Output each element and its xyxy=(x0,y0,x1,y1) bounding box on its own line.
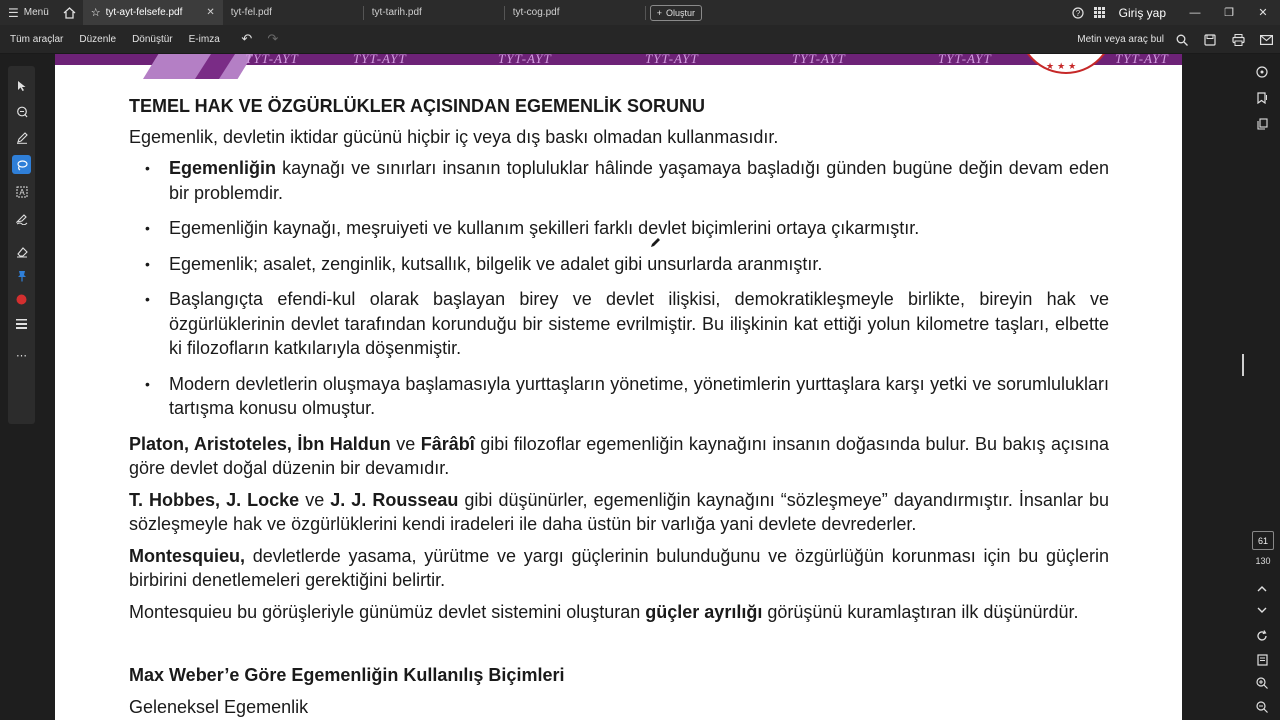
print-button[interactable] xyxy=(1224,25,1252,54)
rotate-button[interactable] xyxy=(1252,626,1272,646)
bold-term: J. J. Rousseau xyxy=(330,489,459,510)
esign-button[interactable]: E-imza xyxy=(188,33,220,45)
bold-term: Egemenliğin xyxy=(169,158,277,178)
comments-panel-button[interactable] xyxy=(1252,62,1272,82)
watermark-text: TYT-AYT xyxy=(938,54,992,66)
next-page-button[interactable] xyxy=(1252,600,1272,620)
bold-term: güçler ayrılığı xyxy=(645,601,763,622)
bold-term: Fârâbî xyxy=(420,433,475,454)
intro-paragraph: Egemenlik, devletin iktidar gücünü hiçbir iç veya dış baskı olmadan kullanmasıdır. xyxy=(129,126,779,147)
subsection-heading: Max Weber’e Göre Egemenliğin Kullanılış Biçimleri xyxy=(129,665,565,685)
document-page-icon xyxy=(1257,654,1268,666)
text-run: gibi düşünürler, egemenliğin kaynağını “sözleşmeye” dayandırmıştır. İnsanlar bu sözleşmeyle hak ve özgürlüklerini kendi iradeleri ile daha üstün bir varlığa yani devlete devrederler. xyxy=(129,489,1109,534)
lasso-draw-tool[interactable] xyxy=(12,155,31,174)
minimize-button[interactable] xyxy=(1178,0,1212,25)
home-icon xyxy=(63,7,76,19)
text-run: Montesquieu bu görüşleriyle günümüz devlet sistemini oluşturan xyxy=(129,601,646,622)
zoom-in-icon xyxy=(1256,677,1268,689)
list-item-text: Başlangıçta efendi-kul olarak başlayan birey ve devlet ilişkisi, demokratikleşmeyle birlikte, bireyin hak ve özgürlüklerinin devlet tarafından korunduğu bir sisteme evrilmiştir. Bu ilişkinin kat ettiği yolun kilometre taşları, elbette ki filozofların katkılarıyla döşenmiştir. xyxy=(169,289,1109,358)
redo-icon[interactable]: ↷ xyxy=(267,31,279,46)
find-text-label[interactable]: Metin veya araç bul xyxy=(1077,34,1164,45)
menu-label: Menü xyxy=(23,7,49,18)
paragraph-philosophers xyxy=(129,432,1109,481)
email-button[interactable] xyxy=(1252,25,1280,54)
eraser-icon xyxy=(16,246,28,258)
paragraph-contract-theorists xyxy=(129,488,1109,537)
undo-icon[interactable]: ↶ xyxy=(241,31,253,46)
zoom-out-button[interactable] xyxy=(1252,697,1272,717)
close-icon[interactable]: ✕ xyxy=(206,7,215,18)
list-item xyxy=(129,252,1109,277)
page-number-input[interactable]: 61 xyxy=(1252,531,1274,550)
sign-in-button[interactable]: Giriş yap xyxy=(1118,5,1166,20)
comment-tool[interactable] xyxy=(12,102,31,121)
pages-icon xyxy=(1257,118,1268,130)
page-content xyxy=(129,94,1109,720)
watermark-text: TYT-AYT xyxy=(645,54,699,66)
svg-text:?: ? xyxy=(1075,8,1080,18)
text-run: görüşünü kuramlaştıran ilk düşünürdür. xyxy=(762,601,1079,622)
save-icon xyxy=(1204,34,1216,46)
more-horizontal-icon: ⋯ xyxy=(16,350,27,362)
tab-divider xyxy=(645,6,646,20)
pin-tool[interactable] xyxy=(12,266,31,285)
refresh-rotate-icon xyxy=(1256,630,1268,642)
star-icon[interactable]: ☆ xyxy=(90,7,101,19)
list-item-text: Egemenliğin kaynağı, meşruiyeti ve kullanım şekilleri farklı devlet biçimlerini ortaya çıkarmıştır. xyxy=(169,218,920,238)
bookmark-icon xyxy=(1257,92,1268,104)
scrollbar-thumb[interactable] xyxy=(1242,354,1244,376)
pdf-page xyxy=(55,54,1182,720)
fill-sign-tool[interactable] xyxy=(12,209,31,228)
watermark-text: TYT-AYT xyxy=(792,54,846,66)
pushpin-icon xyxy=(17,270,27,282)
select-tool[interactable] xyxy=(12,76,31,95)
mail-icon xyxy=(1260,35,1273,45)
seal-stars-icon: ★★★ xyxy=(1046,61,1080,71)
list-item-text: kaynağı ve sınırları insanın topluluklar hâlinde yaşamaya başladığı günden bugüne değin devam eden bir problemdir. xyxy=(169,158,1109,203)
text-box-icon xyxy=(16,186,28,198)
list-item xyxy=(129,216,1109,241)
restore-button[interactable] xyxy=(1212,0,1246,25)
red-color-swatch-icon xyxy=(16,294,27,305)
list-item-text: Modern devletlerin oluşmaya başlamasıyla yurttaşların yönetime, yönetimlerin yurttaşlara karşı yetki ve sorumlulukları tartışma konusu olmuştur. xyxy=(169,373,1109,418)
tab-tyt-fel[interactable] xyxy=(223,0,363,25)
tabbar-right xyxy=(1067,0,1280,25)
apps-button[interactable] xyxy=(1089,0,1111,25)
bold-term: Platon, Aristoteles, İbn Haldun xyxy=(129,433,391,454)
toolbar-right xyxy=(1077,25,1280,54)
next-line-text: Geleneksel Egemenlik xyxy=(129,696,309,717)
edit-button[interactable]: Düzenle xyxy=(79,33,117,45)
text-run: gibi filozoflar egemenliğin kaynağını insanın doğasında bulur. Bu bakış açısına göre devlet doğal düzenin bir devamıdır. xyxy=(129,433,1110,478)
previous-page-button[interactable] xyxy=(1252,578,1272,598)
tab-label: tyt-ayt-felsefe.pdf xyxy=(105,7,183,18)
plus-icon: + xyxy=(656,7,663,18)
watermark-text: TYT-AYT xyxy=(245,54,299,66)
menu-button[interactable] xyxy=(0,0,57,25)
tab-tyt-tarih[interactable] xyxy=(364,0,504,25)
bold-term: T. Hobbes, J. Locke xyxy=(129,489,300,510)
tab-label: tyt-fel.pdf xyxy=(230,7,272,18)
bookmarks-button[interactable] xyxy=(1252,88,1272,108)
printer-icon xyxy=(1232,34,1245,46)
chevron-down-icon xyxy=(1257,607,1267,614)
help-button[interactable] xyxy=(1067,0,1089,25)
list-item-text: Egemenlik; asalet, zenginlik, kutsallık, bilgelik ve adalet gibi unsurlarda aranmıştır. xyxy=(169,253,823,274)
minimize-icon: — xyxy=(1189,6,1201,19)
svg-text:A: A xyxy=(18,187,25,197)
search-icon xyxy=(1176,34,1188,46)
pen-icon xyxy=(16,132,28,144)
text-run: devletlerde yasama, yürütme ve yargı güçlerinin bulunduğunu ve özgürlüğün korunması için bu güçlerin birbirini denetlemeleri gerektiğini belirtir. xyxy=(129,545,1109,590)
home-button[interactable] xyxy=(57,0,83,25)
apps-grid-icon xyxy=(1094,7,1105,18)
list-item xyxy=(129,287,1109,361)
convert-button[interactable]: Dönüştür xyxy=(132,33,173,45)
page-display-button[interactable] xyxy=(1252,650,1272,670)
tab-bar xyxy=(0,0,1280,25)
create-label: Oluştur xyxy=(666,7,696,18)
window-close-button[interactable] xyxy=(1246,0,1280,25)
bold-term: Montesquieu, xyxy=(129,545,245,566)
text-run: ve xyxy=(299,489,331,510)
left-tool-rail xyxy=(0,54,55,720)
lasso-icon xyxy=(16,159,28,171)
eraser-tool[interactable] xyxy=(12,242,31,261)
restore-icon: ❐ xyxy=(1224,7,1234,19)
comment-bubble-icon xyxy=(1256,66,1268,78)
chevron-up-icon xyxy=(1257,585,1267,592)
list-item xyxy=(129,372,1109,421)
line-weight-icon xyxy=(16,319,27,329)
pen-signature-icon xyxy=(16,213,28,225)
zoom-in-button[interactable] xyxy=(1252,673,1272,693)
hamburger-icon: ☰ xyxy=(8,5,19,20)
all-tools-button[interactable]: Tüm araçlar xyxy=(10,33,64,45)
cursor-arrow-icon xyxy=(17,80,27,92)
help-icon xyxy=(1072,7,1084,19)
pages-panel-button[interactable] xyxy=(1252,114,1272,134)
tab-tyt-ayt-felsefe[interactable] xyxy=(83,0,223,25)
paragraph-separation-of-powers xyxy=(129,600,1109,625)
watermark-text: TYT-AYT xyxy=(498,54,552,66)
color-picker[interactable] xyxy=(12,290,31,309)
search-button[interactable] xyxy=(1168,25,1196,54)
bullet-list xyxy=(129,156,1109,421)
save-button[interactable] xyxy=(1196,25,1224,54)
pen-cursor-icon xyxy=(650,236,662,248)
close-icon: ✕ xyxy=(1258,7,1268,19)
page-total-count: 130 xyxy=(1255,556,1271,566)
tab-label: tyt-cog.pdf xyxy=(512,7,560,18)
right-rail xyxy=(1182,54,1280,720)
main-toolbar xyxy=(0,25,1280,54)
comment-icon xyxy=(16,106,28,118)
text-run: ve xyxy=(390,433,421,454)
create-button[interactable] xyxy=(650,5,702,21)
quick-tools-panel xyxy=(8,66,35,424)
zoom-out-icon xyxy=(1256,701,1268,713)
line-weight-tool[interactable] xyxy=(12,314,31,333)
text-box-tool[interactable] xyxy=(12,182,31,201)
list-item xyxy=(129,156,1109,205)
highlight-tool[interactable] xyxy=(12,128,31,147)
watermark-text: TYT-AYT xyxy=(353,54,407,66)
watermark-text: TYT-AYT xyxy=(1115,54,1169,66)
tab-label: tyt-tarih.pdf xyxy=(371,7,422,18)
paragraph-montesquieu xyxy=(129,544,1109,593)
tab-tyt-cog[interactable] xyxy=(505,0,645,25)
more-tools-button[interactable] xyxy=(12,346,31,365)
section-heading: TEMEL HAK VE ÖZGÜRLÜKLER AÇISINDAN EGEMENLİK SORUNU xyxy=(129,96,706,116)
